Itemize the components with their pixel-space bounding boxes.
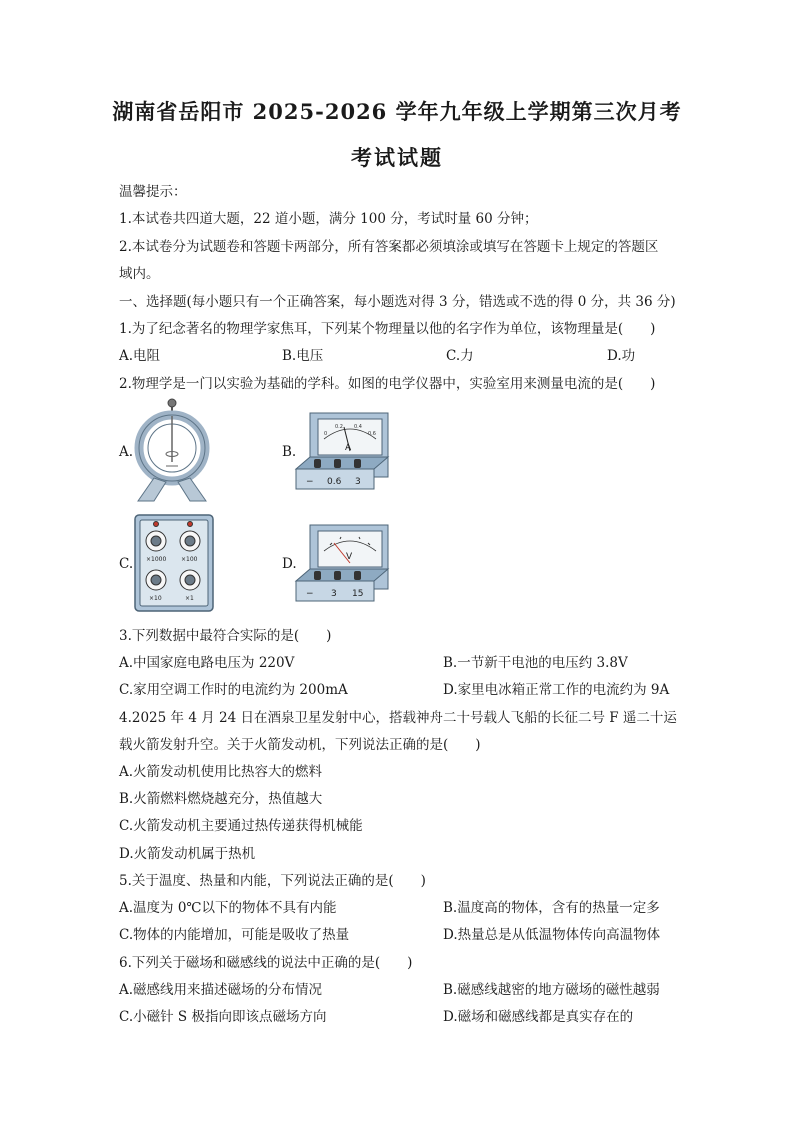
question-6-option-d: D.磁场和磁感线都是真实存在的 (443, 1009, 634, 1025)
resistance-box-label-100: ×100 (181, 556, 198, 563)
question-5-option-d: D.热量总是从低温物体传向高温物体 (443, 927, 661, 943)
question-3-option-d: D.家里电冰箱正常工作的电流约为 9A (443, 682, 670, 698)
notice-item-1: 1.本试卷共四道大题，22 道小题，满分 100 分，考试时量 60 分钟； (119, 211, 538, 227)
question-3-option-c: C.家用空调工作时的电流约为 200mA (119, 682, 348, 698)
question-4-option-c: C.火箭发动机主要通过热传递获得机械能 (119, 818, 363, 834)
resistance-box-label-10: ×10 (149, 595, 162, 602)
ring-apparatus-figure (132, 398, 212, 504)
question-4-stem: 4.2025 年 4 月 24 日在酒泉卫星发射中心，搭载神舟二十号载人飞船的长征二号 F 遥二十运 (119, 710, 677, 726)
exam-title: 湖南省岳阳市 2025-2026 学年九年级上学期第三次月考 (112, 99, 682, 124)
question-1-option-b: B.电压 (282, 348, 324, 364)
ammeter-terminal-negative: − (306, 477, 314, 487)
question-1-option-c: C.力 (446, 348, 474, 364)
question-3-stem: 3.下列数据中最符合实际的是( ) (119, 628, 332, 644)
ammeter-scale-2: 0.4 (354, 424, 362, 430)
question-6-option-b: B.磁感线越密的地方磁场的磁性越弱 (443, 982, 660, 998)
question-2-option-a: A. (119, 444, 134, 460)
ammeter-letter: A (345, 443, 352, 453)
resistance-box-label-1000: ×1000 (146, 556, 167, 563)
question-6-option-c: C.小磁针 S 极指向即该点磁场方向 (119, 1009, 327, 1025)
ammeter-terminal-3: 3 (355, 477, 361, 487)
question-1-option-a: A.电阻 (119, 348, 161, 364)
voltmeter-terminal-negative: − (306, 589, 314, 599)
section-heading: 一、选择题(每小题只有一个正确答案，每小题选对得 3 分，错选或不选的得 0 分，共 36 分) (119, 294, 676, 310)
question-6-stem: 6.下列关于磁场和磁感线的说法中正确的是( ) (119, 955, 413, 971)
ammeter-scale-3: 0.6 (368, 431, 376, 437)
question-4-stem-cont: 载火箭发射升空。关于火箭发动机，下列说法正确的是( ) (119, 737, 481, 753)
notice-item-2: 2.本试卷分为试题卷和答题卡两部分，所有答案都必须填涂或填写在答题卡上规定的答题区 (119, 239, 659, 255)
question-4-option-a: A.火箭发动机使用比热容大的燃料 (119, 764, 323, 780)
question-5-option-c: C.物体的内能增加，可能是吸收了热量 (119, 927, 350, 943)
question-2-option-d: D. (282, 556, 297, 572)
voltmeter-terminal-3: 3 (331, 589, 337, 599)
resistance-box-figure (134, 514, 214, 612)
question-2-option-b: B. (282, 444, 297, 460)
question-5-option-b: B.温度高的物体，含有的热量一定多 (443, 900, 660, 916)
notice-heading: 温馨提示： (119, 184, 187, 200)
ammeter-scale-1: 0.2 (335, 424, 343, 430)
question-2-option-c: C. (119, 556, 134, 572)
question-1-stem: 1.为了纪念著名的物理学家焦耳，下列某个物理量以他的名字作为单位，该物理量是( ) (119, 321, 656, 337)
resistance-box-label-1: ×1 (185, 595, 194, 602)
ammeter-figure (294, 411, 390, 491)
ammeter-terminal-0-6: 0.6 (327, 477, 342, 487)
question-5-stem: 5.关于温度、热量和内能，下列说法正确的是( ) (119, 873, 426, 889)
ammeter-scale-0: 0 (324, 431, 328, 437)
voltmeter-figure (294, 523, 390, 603)
voltmeter-letter: V (346, 552, 353, 562)
question-4-option-d: D.火箭发动机属于热机 (119, 846, 256, 862)
question-1-option-d: D.功 (607, 348, 636, 364)
question-3-option-a: A.中国家庭电路电压为 220V (119, 655, 295, 671)
question-4-option-b: B.火箭燃料燃烧越充分，热值越大 (119, 791, 323, 807)
voltmeter-terminal-15: 15 (352, 589, 364, 599)
question-2-stem: 2.物理学是一门以实验为基础的学科。如图的电学仪器中，实验室用来测量电流的是( ) (119, 376, 656, 392)
question-5-option-a: A.温度为 0℃以下的物体不具有内能 (119, 900, 337, 916)
question-6-option-a: A.磁感线用来描述磁场的分布情况 (119, 982, 323, 998)
exam-subtitle: 考试试题 (351, 145, 443, 170)
question-3-option-b: B.一节新干电池的电压约 3.8V (443, 655, 628, 671)
notice-item-2-cont: 域内。 (119, 266, 160, 282)
